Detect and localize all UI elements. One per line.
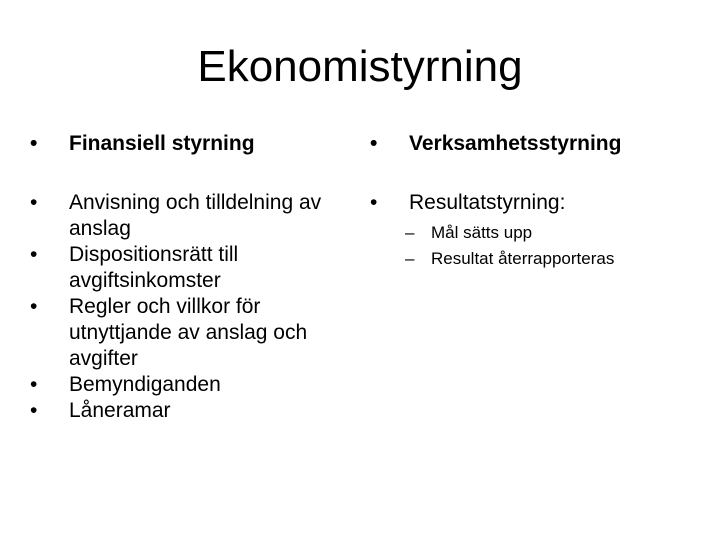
right-column xyxy=(370,128,710,272)
sub-list-item xyxy=(370,246,710,272)
list-item xyxy=(30,190,360,242)
sub-list-item-text: Mål sätts upp xyxy=(431,223,533,242)
list-item-text: Resultatstyrning: xyxy=(409,191,566,214)
slide-title: Ekonomistyrning xyxy=(197,42,523,91)
bullet-icon: • xyxy=(30,373,38,396)
bullet-icon: • xyxy=(370,132,378,155)
bullet-icon: • xyxy=(30,132,38,155)
left-heading-text: Finansiell styrning xyxy=(69,132,255,155)
right-sub-list xyxy=(370,220,710,272)
bullet-icon: • xyxy=(30,399,38,422)
bullet-icon: • xyxy=(30,243,38,266)
left-list xyxy=(30,190,360,424)
list-item-text: Bemyndiganden xyxy=(69,373,221,396)
list-item-text: Dispositionsrätt till avgiftsinkomster xyxy=(69,243,239,292)
left-column xyxy=(30,128,360,424)
right-list xyxy=(370,190,710,216)
list-item-text: Regler och villkor för utnyttjande av anslag och avgifter xyxy=(69,295,308,370)
bullet-icon: • xyxy=(370,191,378,214)
right-heading xyxy=(370,128,710,160)
list-item xyxy=(30,242,360,294)
list-item xyxy=(30,294,360,372)
dash-icon: – xyxy=(405,249,415,268)
dash-icon: – xyxy=(405,223,415,242)
list-item xyxy=(30,398,360,424)
left-heading xyxy=(30,128,360,160)
bullet-icon: • xyxy=(30,191,38,214)
list-item-text: Låneramar xyxy=(69,399,171,422)
bullet-icon: • xyxy=(30,295,38,318)
list-item xyxy=(370,190,710,216)
sub-list-item xyxy=(370,220,710,246)
right-heading-text: Verksamhetsstyrning xyxy=(409,132,622,155)
list-item-text: Anvisning och tilldelning av anslag xyxy=(69,191,322,240)
list-item xyxy=(30,372,360,398)
sub-list-item-text: Resultat återrapporteras xyxy=(431,249,615,268)
